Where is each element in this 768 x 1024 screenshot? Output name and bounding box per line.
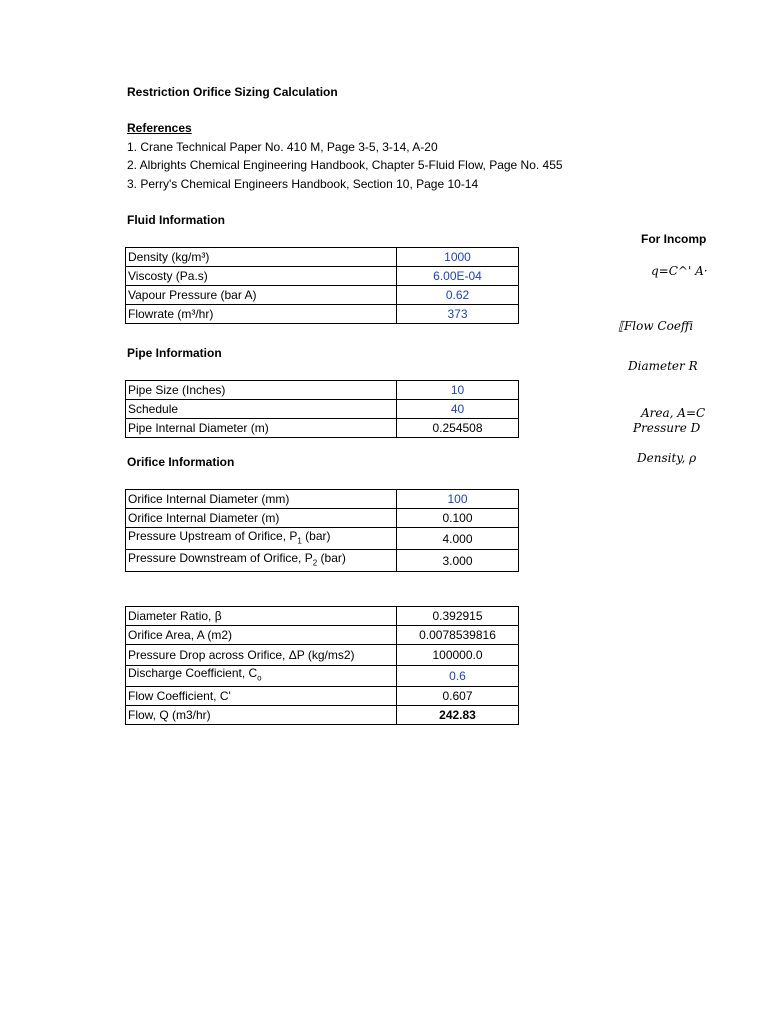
vapour-pressure-input[interactable]: 0.62 <box>397 286 519 305</box>
pipe-size-label: Pipe Size (Inches) <box>126 381 397 400</box>
reference-item-1: 1. Crane Technical Paper No. 410 M, Page 3-5, 3-14, A-20 <box>127 140 438 154</box>
schedule-input[interactable]: 40 <box>397 400 519 419</box>
table-row <box>126 248 519 267</box>
formula-pressure-drop: Pressure D <box>633 421 701 435</box>
pipe-internal-diameter-value: 0.254508 <box>397 419 519 438</box>
pipe-internal-diameter-label: Pipe Internal Diameter (m) <box>126 419 397 438</box>
pressure-drop-value: 100000.0 <box>397 645 519 666</box>
pipe-info-table <box>125 380 519 438</box>
orifice-area-label: Orifice Area, A (m2) <box>126 626 397 645</box>
orifice-diameter-mm-input[interactable]: 100 <box>397 490 519 509</box>
table-row <box>126 626 519 645</box>
orifice-info-table <box>125 489 519 572</box>
table-row <box>126 267 519 286</box>
viscosity-input[interactable]: 6.00E-04 <box>397 267 519 286</box>
table-row <box>126 706 519 725</box>
downstream-pressure-value: 3.000 <box>397 550 519 572</box>
flow-value: 242.83 <box>397 706 519 725</box>
orifice-diameter-mm-label: Orifice Internal Diameter (mm) <box>126 490 397 509</box>
flow-coefficient-value: 0.607 <box>397 687 519 706</box>
flow-label: Flow, Q (m3/hr) <box>126 706 397 725</box>
formula-flow: q=C^' A· <box>651 264 708 278</box>
flowrate-label: Flowrate (m³/hr) <box>126 305 397 324</box>
upstream-pressure-value: 4.000 <box>397 528 519 550</box>
pipe-size-input[interactable]: 10 <box>397 381 519 400</box>
table-row <box>126 400 519 419</box>
table-row <box>126 645 519 666</box>
table-row <box>126 687 519 706</box>
schedule-label: Schedule <box>126 400 397 419</box>
discharge-coefficient-label: Discharge Coefficient, $C_o$ <box>126 666 397 687</box>
table-row <box>126 490 519 509</box>
vapour-pressure-label: Vapour Pressure (bar A) <box>126 286 397 305</box>
orifice-info-heading: Orifice Information <box>127 455 235 469</box>
orifice-diameter-m-value: 0.100 <box>397 509 519 528</box>
references-heading: References <box>127 121 192 135</box>
results-table <box>125 606 519 725</box>
table-row <box>126 666 519 687</box>
flowrate-input[interactable]: 373 <box>397 305 519 324</box>
table-row <box>126 509 519 528</box>
upstream-pressure-label: Pressure Upstream of Orifice, $P_1$ (bar) <box>126 528 397 550</box>
fluid-info-table <box>125 247 519 324</box>
density-label: Density (kg/m³) <box>126 248 397 267</box>
pipe-info-heading: Pipe Information <box>127 346 222 360</box>
table-row <box>126 419 519 438</box>
diameter-ratio-value: 0.392915 <box>397 607 519 626</box>
orifice-area-value: 0.0078539816 <box>397 626 519 645</box>
diameter-ratio-label: Diameter Ratio, β <box>126 607 397 626</box>
formula-diameter-ratio: Diameter R <box>628 359 698 373</box>
downstream-pressure-label: Pressure Downstream of Orifice, $P_2$ (bar) <box>126 550 397 572</box>
pressure-drop-label: Pressure Drop across Orifice, ΔP (kg/ms2) <box>126 645 397 666</box>
reference-item-2: 2. Albrights Chemical Engineering Handbook, Chapter 5-Fluid Flow, Page No. 455 <box>127 158 563 172</box>
reference-item-3: 3. Perry's Chemical Engineers Handbook, Section 10, Page 10-14 <box>127 177 479 191</box>
side-panel-heading: For Incomp <box>641 232 707 246</box>
table-row <box>126 528 519 550</box>
fluid-info-heading: Fluid Information <box>127 213 225 227</box>
table-row <box>126 305 519 324</box>
page-title: Restriction Orifice Sizing Calculation <box>127 85 338 99</box>
formula-area: Area, A=C <box>641 406 706 420</box>
table-row <box>126 381 519 400</box>
table-row <box>126 550 519 572</box>
flow-coefficient-label: Flow Coefficient, C' <box>126 687 397 706</box>
discharge-coefficient-input[interactable]: 0.6 <box>397 666 519 687</box>
viscosity-label: Viscosty (Pa.s) <box>126 267 397 286</box>
table-row <box>126 607 519 626</box>
table-row <box>126 286 519 305</box>
orifice-diameter-m-label: Orifice Internal Diameter (m) <box>126 509 397 528</box>
density-input[interactable]: 1000 <box>397 248 519 267</box>
formula-density: Density, ρ <box>637 451 697 465</box>
formula-flow-coefficient: ⟦Flow Coeffi <box>618 319 694 333</box>
